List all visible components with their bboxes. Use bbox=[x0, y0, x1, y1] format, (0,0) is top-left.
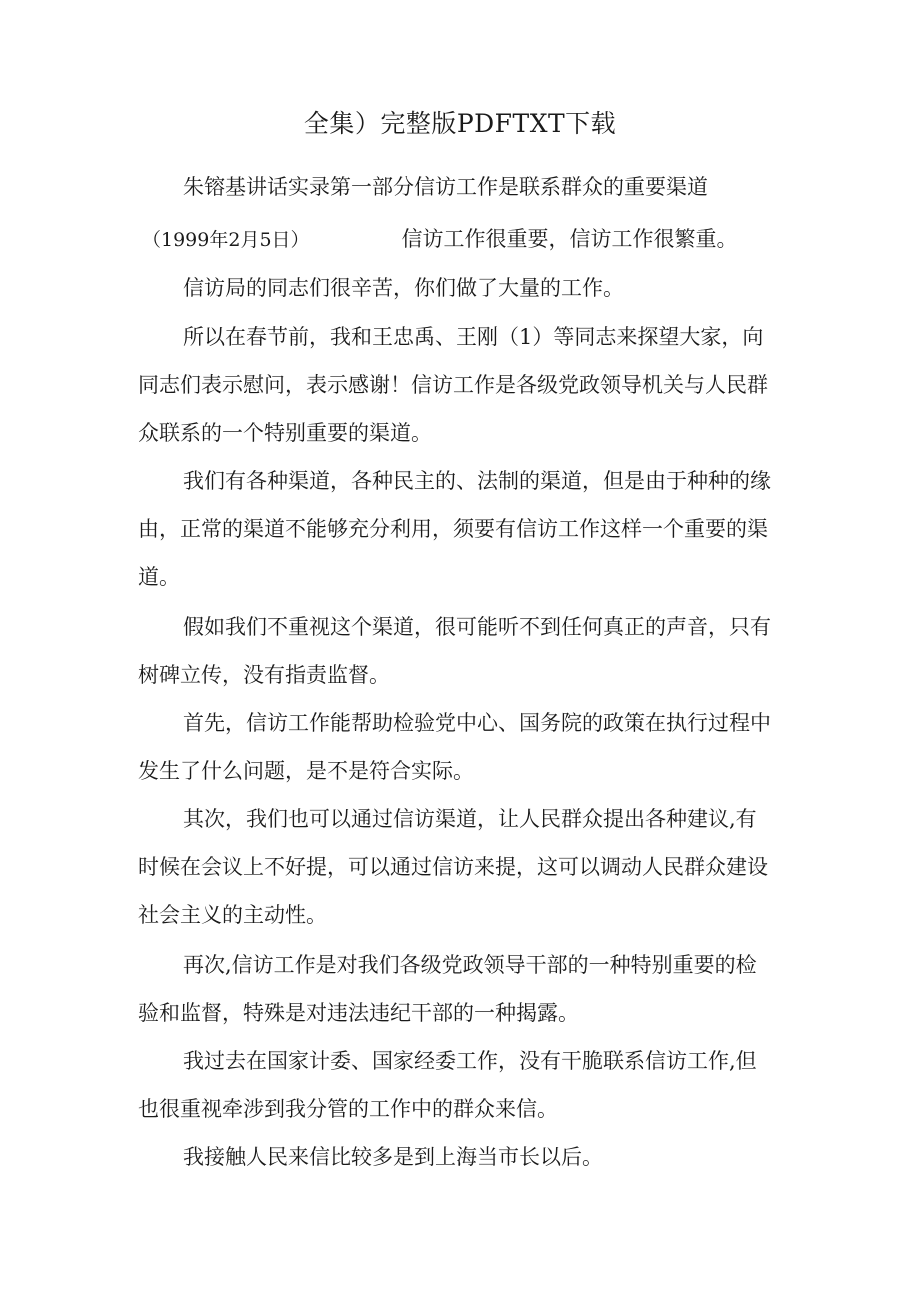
paragraph-line: 社会主义的主动性。 bbox=[138, 903, 327, 927]
paragraph-line: 发生了什么问题，是不是符合实际。 bbox=[138, 759, 474, 783]
paragraph-line: 所以在春节前，我和王忠禹、王刚（1）等同志来探望大家，向 bbox=[183, 325, 764, 349]
paragraph-line: 朱镕基讲话实录第一部分信访工作是联系群众的重要渠道 bbox=[183, 175, 708, 199]
paragraph-line: 我接触人民来信比较多是到上海当市长以后。 bbox=[183, 1145, 603, 1169]
date-line bbox=[142, 224, 738, 254]
paragraph-line: 假如我们不重视这个渠道，很可能听不到任何真正的声音，只有 bbox=[183, 615, 771, 639]
paragraph-line: 由，正常的渠道不能够充分利用，须要有信访工作这样一个重要的渠 bbox=[138, 517, 768, 541]
paragraph-line: 验和监督，特殊是对违法违纪干部的一种揭露。 bbox=[138, 1001, 579, 1025]
paragraph-line: 道。 bbox=[138, 565, 180, 589]
speech-date: （1999年2月5日） bbox=[142, 229, 310, 251]
paragraph-line: 时候在会议上不好提，可以通过信访来提，这可以调动人民群众建设 bbox=[138, 855, 768, 879]
paragraph-line: 众联系的一个特别重要的渠道。 bbox=[138, 421, 432, 445]
paragraph-line: 信访工作很重要，信访工作很繁重。 bbox=[401, 227, 738, 251]
paragraph-line: 信访局的同志们很辛苦，你们做了大量的工作。 bbox=[183, 276, 624, 300]
paragraph-line: 我过去在国家计委、国家经委工作，没有干脆联系信访工作,但 bbox=[183, 1049, 757, 1073]
paragraph-line: 树碑立传，没有指责监督。 bbox=[138, 663, 390, 687]
paragraph-line: 再次,信访工作是对我们各级党政领导干部的一种特别重要的检 bbox=[183, 953, 757, 977]
document-title: 全集）完整版PDFTXT下载 bbox=[303, 109, 617, 138]
paragraph-line: 首先，信访工作能帮助检验党中心、国务院的政策在执行过程中 bbox=[183, 711, 771, 735]
paragraph-line: 我们有各种渠道，各种民主的、法制的渠道，但是由于种种的缘 bbox=[183, 469, 771, 493]
paragraph-line: 其次，我们也可以通过信访渠道，让人民群众提出各种建议,有 bbox=[183, 807, 757, 831]
paragraph-line: 也很重视牵涉到我分管的工作中的群众来信。 bbox=[138, 1097, 558, 1121]
paragraph-line: 同志们表示慰问，表示感谢！信访工作是各级党政领导机关与人民群 bbox=[138, 373, 768, 397]
